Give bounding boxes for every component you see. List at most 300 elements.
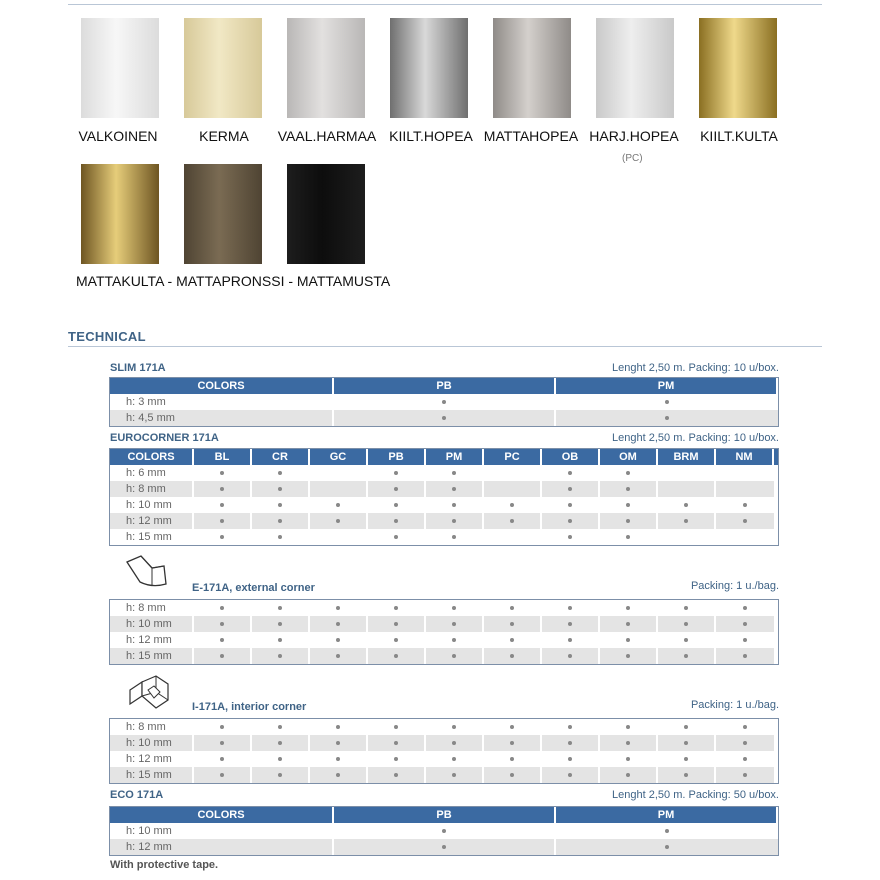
- table-row: [110, 823, 778, 839]
- availability-dot: [452, 638, 456, 642]
- availability-dot: [452, 503, 456, 507]
- availability-dot: [442, 400, 446, 404]
- swatch-note: (PC): [622, 153, 643, 164]
- table-cell: [542, 632, 600, 648]
- availability-dot: [220, 503, 224, 507]
- table-cell: [426, 632, 484, 648]
- availability-dot: [452, 471, 456, 475]
- availability-dot: [278, 757, 282, 761]
- product-info: Lenght 2,50 m. Packing: 50 u/box.: [612, 789, 779, 801]
- swatch-label: KIILT.HOPEA: [389, 128, 473, 144]
- table-cell: [252, 632, 310, 648]
- table-cell: [194, 465, 252, 481]
- table-cell: [426, 648, 484, 664]
- availability-dot: [278, 654, 282, 658]
- table-header-row: [110, 807, 778, 823]
- availability-dot: [743, 773, 747, 777]
- table-cell: [484, 648, 542, 664]
- availability-dot: [220, 654, 224, 658]
- availability-dot: [278, 503, 282, 507]
- product-info: Lenght 2,50 m. Packing: 10 u/box.: [612, 432, 779, 444]
- table-cell: [368, 632, 426, 648]
- row-label: h: 8 mm: [110, 719, 194, 735]
- section-divider: [68, 346, 822, 347]
- availability-dot: [336, 757, 340, 761]
- availability-dot: [510, 757, 514, 761]
- availability-dot: [568, 773, 572, 777]
- availability-dot: [336, 638, 340, 642]
- header-cell: GC: [310, 449, 368, 465]
- table-cell: [426, 465, 484, 481]
- availability-dot: [684, 654, 688, 658]
- table-cell: [426, 481, 484, 497]
- availability-dot: [510, 654, 514, 658]
- header-cell: BL: [194, 449, 252, 465]
- table-cell: [368, 735, 426, 751]
- header-cell: COLORS: [110, 807, 334, 823]
- availability-dot: [278, 741, 282, 745]
- table-cell: [252, 735, 310, 751]
- table-cell: [542, 465, 600, 481]
- availability-dot: [743, 606, 747, 610]
- table-cell: [716, 632, 774, 648]
- table-cell: [556, 410, 778, 426]
- table-row: [110, 767, 778, 783]
- table-cell: [194, 600, 252, 616]
- availability-dot: [452, 741, 456, 745]
- availability-dot: [452, 622, 456, 626]
- table-cell: [252, 465, 310, 481]
- table-cell: [600, 735, 658, 751]
- availability-dot: [336, 773, 340, 777]
- availability-dot: [743, 654, 747, 658]
- availability-dot: [510, 638, 514, 642]
- product-title: SLIM 171A: [110, 362, 166, 374]
- availability-dot: [743, 622, 747, 626]
- color-swatch: [81, 164, 159, 264]
- availability-dot: [665, 400, 669, 404]
- availability-dot: [665, 416, 669, 420]
- table-cell: [310, 465, 368, 481]
- availability-dot: [278, 535, 282, 539]
- table-cell: [658, 735, 716, 751]
- table-cell: [600, 481, 658, 497]
- availability-dot: [220, 757, 224, 761]
- table-cell: [252, 481, 310, 497]
- availability-dot: [568, 638, 572, 642]
- availability-dot: [442, 416, 446, 420]
- row-label: h: 10 mm: [110, 616, 194, 632]
- header-cell: BRM: [658, 449, 716, 465]
- footnote: With protective tape.: [110, 859, 219, 871]
- table-cell: [658, 632, 716, 648]
- table-cell: [368, 767, 426, 783]
- product-title: E-171A, external corner: [192, 582, 315, 594]
- table-cell: [716, 497, 774, 513]
- table-cell: [368, 719, 426, 735]
- row-label: h: 15 mm: [110, 767, 194, 783]
- availability-dot: [568, 725, 572, 729]
- availability-dot: [394, 535, 398, 539]
- product-info: Packing: 1 u./bag.: [690, 580, 779, 592]
- table-row: [110, 529, 778, 545]
- table-cell: [716, 600, 774, 616]
- header-cell: PM: [556, 807, 778, 823]
- availability-dot: [394, 606, 398, 610]
- availability-dot: [568, 503, 572, 507]
- availability-dot: [743, 519, 747, 523]
- table-cell: [484, 719, 542, 735]
- availability-dot: [394, 757, 398, 761]
- table-cell: [716, 767, 774, 783]
- row-label: h: 3 mm: [110, 394, 334, 410]
- row-label: h: 4,5 mm: [110, 410, 334, 426]
- table-cell: [658, 529, 716, 545]
- header-cell: OB: [542, 449, 600, 465]
- table-cell: [600, 719, 658, 735]
- color-swatch: [81, 18, 159, 118]
- availability-dot: [568, 741, 572, 745]
- table-cell: [556, 823, 778, 839]
- availability-dot: [743, 638, 747, 642]
- table-cell: [368, 497, 426, 513]
- table-cell: [252, 616, 310, 632]
- availability-dot: [452, 725, 456, 729]
- table-cell: [194, 529, 252, 545]
- product-info: Lenght 2,50 m. Packing: 10 u/box.: [612, 362, 779, 374]
- availability-dot: [510, 503, 514, 507]
- table-cell: [542, 513, 600, 529]
- availability-dot: [684, 503, 688, 507]
- row-label: h: 8 mm: [110, 481, 194, 497]
- table-cell: [542, 735, 600, 751]
- table-cell: [334, 394, 556, 410]
- table-row: [110, 394, 778, 410]
- table-cell: [542, 648, 600, 664]
- availability-dot: [394, 487, 398, 491]
- table-cell: [542, 600, 600, 616]
- table-cell: [658, 767, 716, 783]
- external-corner-table: [109, 599, 779, 665]
- table-cell: [426, 735, 484, 751]
- table-cell: [658, 465, 716, 481]
- availability-dot: [278, 471, 282, 475]
- row-label: h: 12 mm: [110, 632, 194, 648]
- table-cell: [542, 767, 600, 783]
- table-cell: [334, 410, 556, 426]
- table-cell: [484, 751, 542, 767]
- table-row: [110, 648, 778, 664]
- availability-dot: [220, 725, 224, 729]
- table-cell: [310, 616, 368, 632]
- table-row: [110, 616, 778, 632]
- table-row: [110, 751, 778, 767]
- product-title: I-171A, interior corner: [192, 701, 307, 713]
- availability-dot: [220, 519, 224, 523]
- availability-dot: [626, 535, 630, 539]
- header-cell: PB: [334, 807, 556, 823]
- table-cell: [600, 513, 658, 529]
- availability-dot: [220, 638, 224, 642]
- availability-dot: [684, 638, 688, 642]
- availability-dot: [394, 471, 398, 475]
- table-cell: [716, 735, 774, 751]
- swatch-row2-caption: MATTAKULTA - MATTAPRONSSI - MATTAMUSTA: [76, 273, 391, 289]
- availability-dot: [743, 725, 747, 729]
- product-info: Packing: 1 u./bag.: [690, 699, 779, 711]
- table-cell: [310, 513, 368, 529]
- table-cell: [194, 735, 252, 751]
- availability-dot: [336, 725, 340, 729]
- availability-dot: [394, 503, 398, 507]
- table-cell: [542, 751, 600, 767]
- row-label: h: 8 mm: [110, 600, 194, 616]
- availability-dot: [336, 606, 340, 610]
- table-cell: [310, 497, 368, 513]
- availability-dot: [743, 757, 747, 761]
- availability-dot: [278, 519, 282, 523]
- availability-dot: [394, 773, 398, 777]
- table-cell: [600, 616, 658, 632]
- table-cell: [484, 767, 542, 783]
- availability-dot: [442, 829, 446, 833]
- availability-dot: [626, 773, 630, 777]
- availability-dot: [220, 535, 224, 539]
- availability-dot: [626, 622, 630, 626]
- table-cell: [658, 513, 716, 529]
- table-cell: [716, 751, 774, 767]
- availability-dot: [452, 606, 456, 610]
- table-cell: [368, 616, 426, 632]
- table-row: [110, 410, 778, 426]
- availability-dot: [743, 741, 747, 745]
- availability-dot: [510, 606, 514, 610]
- availability-dot: [568, 471, 572, 475]
- table-cell: [658, 648, 716, 664]
- row-label: h: 12 mm: [110, 751, 194, 767]
- header-cell: NM: [716, 449, 774, 465]
- availability-dot: [394, 519, 398, 523]
- row-label: h: 10 mm: [110, 823, 334, 839]
- table-cell: [194, 497, 252, 513]
- table-cell: [426, 513, 484, 529]
- row-label: h: 12 mm: [110, 839, 334, 855]
- table-cell: [716, 529, 774, 545]
- table-cell: [310, 767, 368, 783]
- table-cell: [716, 616, 774, 632]
- slim-table: [109, 377, 779, 427]
- availability-dot: [394, 638, 398, 642]
- table-cell: [600, 497, 658, 513]
- availability-dot: [336, 654, 340, 658]
- swatch-label: VAAL.HARMAA: [277, 128, 377, 144]
- availability-dot: [568, 487, 572, 491]
- availability-dot: [684, 757, 688, 761]
- availability-dot: [452, 773, 456, 777]
- table-cell: [484, 632, 542, 648]
- availability-dot: [278, 773, 282, 777]
- availability-dot: [510, 725, 514, 729]
- table-cell: [542, 481, 600, 497]
- availability-dot: [568, 519, 572, 523]
- table-cell: [426, 751, 484, 767]
- row-label: h: 10 mm: [110, 735, 194, 751]
- table-cell: [194, 632, 252, 648]
- table-cell: [334, 839, 556, 855]
- table-cell: [426, 616, 484, 632]
- table-cell: [484, 735, 542, 751]
- header-cell: PM: [556, 378, 778, 394]
- availability-dot: [626, 503, 630, 507]
- table-cell: [194, 767, 252, 783]
- availability-dot: [626, 654, 630, 658]
- availability-dot: [452, 519, 456, 523]
- table-cell: [426, 767, 484, 783]
- color-swatch: [493, 18, 571, 118]
- availability-dot: [278, 638, 282, 642]
- availability-dot: [220, 741, 224, 745]
- table-cell: [310, 751, 368, 767]
- availability-dot: [665, 845, 669, 849]
- row-label: h: 10 mm: [110, 497, 194, 513]
- table-cell: [658, 751, 716, 767]
- table-cell: [252, 648, 310, 664]
- table-cell: [194, 616, 252, 632]
- table-cell: [600, 648, 658, 664]
- table-cell: [194, 719, 252, 735]
- table-cell: [556, 394, 778, 410]
- header-cell: PM: [426, 449, 484, 465]
- product-title: ECO 171A: [110, 789, 164, 801]
- availability-dot: [626, 519, 630, 523]
- color-swatch: [287, 18, 365, 118]
- availability-dot: [220, 622, 224, 626]
- eco-table: [109, 806, 779, 856]
- table-cell: [542, 616, 600, 632]
- table-cell: [252, 600, 310, 616]
- availability-dot: [220, 471, 224, 475]
- swatch-label: MATTAHOPEA: [483, 128, 579, 144]
- header-cell: COLORS: [110, 449, 194, 465]
- availability-dot: [336, 741, 340, 745]
- table-header-row: [110, 449, 778, 465]
- swatch-label: VALKOINEN: [78, 128, 158, 144]
- table-cell: [484, 465, 542, 481]
- availability-dot: [626, 741, 630, 745]
- availability-dot: [336, 519, 340, 523]
- swatch-label: HARJ.HOPEA: [589, 128, 679, 144]
- external-corner-icon: [124, 554, 174, 590]
- table-cell: [600, 767, 658, 783]
- table-cell: [310, 735, 368, 751]
- table-cell: [716, 465, 774, 481]
- table-cell: [252, 497, 310, 513]
- row-label: h: 12 mm: [110, 513, 194, 529]
- table-cell: [484, 616, 542, 632]
- availability-dot: [568, 622, 572, 626]
- availability-dot: [510, 741, 514, 745]
- table-cell: [368, 481, 426, 497]
- availability-dot: [452, 487, 456, 491]
- availability-dot: [394, 654, 398, 658]
- availability-dot: [394, 741, 398, 745]
- availability-dot: [684, 741, 688, 745]
- table-cell: [368, 600, 426, 616]
- availability-dot: [442, 845, 446, 849]
- table-cell: [252, 767, 310, 783]
- availability-dot: [684, 519, 688, 523]
- table-row: [110, 839, 778, 855]
- availability-dot: [568, 757, 572, 761]
- availability-dot: [510, 773, 514, 777]
- table-cell: [600, 632, 658, 648]
- table-cell: [310, 529, 368, 545]
- table-cell: [368, 648, 426, 664]
- table-cell: [310, 600, 368, 616]
- table-cell: [368, 529, 426, 545]
- table-cell: [426, 529, 484, 545]
- availability-dot: [626, 725, 630, 729]
- availability-dot: [626, 606, 630, 610]
- table-cell: [600, 600, 658, 616]
- availability-dot: [220, 773, 224, 777]
- table-cell: [542, 719, 600, 735]
- color-swatch: [596, 18, 674, 118]
- header-cell: PB: [368, 449, 426, 465]
- availability-dot: [510, 622, 514, 626]
- header-cell: COLORS: [110, 378, 334, 394]
- color-swatch: [390, 18, 468, 118]
- table-cell: [252, 719, 310, 735]
- header-cell: PB: [334, 378, 556, 394]
- availability-dot: [510, 519, 514, 523]
- interior-corner-icon: [124, 672, 174, 710]
- table-cell: [716, 481, 774, 497]
- availability-dot: [394, 725, 398, 729]
- availability-dot: [626, 471, 630, 475]
- availability-dot: [220, 606, 224, 610]
- table-cell: [542, 497, 600, 513]
- availability-dot: [278, 622, 282, 626]
- availability-dot: [684, 773, 688, 777]
- table-row: [110, 632, 778, 648]
- availability-dot: [626, 638, 630, 642]
- availability-dot: [568, 606, 572, 610]
- table-cell: [484, 497, 542, 513]
- section-title: TECHNICAL: [68, 329, 146, 344]
- table-row: [110, 465, 778, 481]
- swatch-label: KERMA: [199, 128, 249, 144]
- table-cell: [716, 513, 774, 529]
- table-cell: [484, 600, 542, 616]
- availability-dot: [452, 654, 456, 658]
- table-cell: [368, 465, 426, 481]
- table-cell: [658, 600, 716, 616]
- table-row: [110, 735, 778, 751]
- color-swatch: [184, 164, 262, 264]
- table-cell: [426, 497, 484, 513]
- availability-dot: [665, 829, 669, 833]
- table-cell: [658, 719, 716, 735]
- table-cell: [542, 529, 600, 545]
- table-cell: [484, 513, 542, 529]
- table-cell: [310, 719, 368, 735]
- eurocorner-table: [109, 448, 779, 546]
- top-divider: [68, 4, 822, 5]
- table-cell: [194, 513, 252, 529]
- availability-dot: [394, 622, 398, 626]
- table-row: [110, 600, 778, 616]
